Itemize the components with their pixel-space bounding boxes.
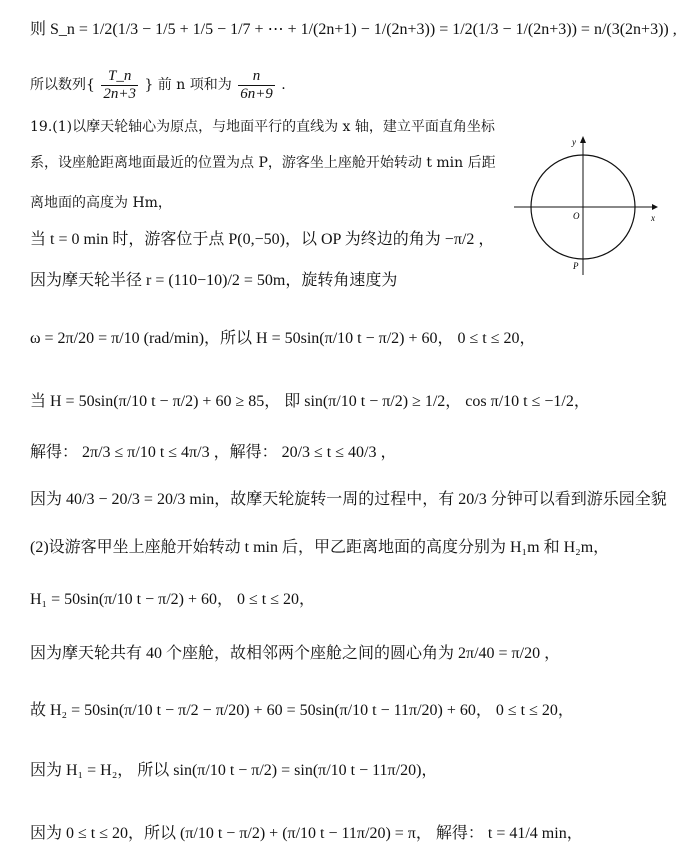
sequence-sum-prefix: 所以数列{ [30,77,95,93]
q19-height-formula-line: ω = 2π/20 = π/10 (rad/min)，所以 H = 50sin(π/10 t − π/2) + 60， 0 ≤ t ≤ 20， [30,330,536,347]
tn-numerator: T_n [108,68,132,84]
sum-result-numerator: n [252,68,261,84]
q19-final-solve-line: 因为 0 ≤ t ≤ 20，所以 (π/10 t − π/2) + (π/10 t − 11π/20) = π， 解得： t = 41/4 min， [30,825,583,842]
y-axis-label: y [572,137,576,147]
sequence-sum-line: 所以数列{ $\frac{T\_n}{2n+3}$ } 前 n 项和为 $\frac{n}{6n+9}$ . [30,68,286,102]
sum-result-fraction [238,68,275,102]
q19-equal-heights-line: 因为 H₁ = H₂， 所以 sin(π/10 t − π/2) = sin(π/10 t − 11π/20)， [30,762,438,779]
q19-height-def-line: 离地面的高度为 Hm， [30,195,172,211]
y-axis-arrow [580,136,586,143]
q19-setup-line: 系，设座舱距离地面最近的位置为点 P，游客坐上座舱开始转动 t min 后距 [30,155,496,171]
x-axis-label: x [651,213,655,223]
q19-solve-line: 解得： 2π/3 ≤ π/10 t ≤ 4π/3 ，解得： 20/3 ≤ t ≤ 40/3 ， [30,444,397,461]
q19-central-angle-line: 因为摩天轮共有 40 个座舱，故相邻两个座舱之间的圆心角为 2π/40 = π/20 ， [30,645,561,662]
q19-start-point-line: 当 t = 0 min 时，游客位于点 P(0,−50)，以 OP 为终边的角为 −π/2 ， [30,231,495,248]
q19-h1-formula-line: H₁ = 50sin(π/10 t − π/2) + 60， 0 ≤ t ≤ 20， [30,591,316,608]
tn-over-2n3-fraction [101,68,138,102]
q19-intro-line: 19.(1)以摩天轮轴心为原点，与地面平行的直线为 x 轴，建立平面直角坐标 [30,119,495,135]
q19-duration-line: 因为 40/3 − 20/3 = 20/3 min，故摩天轮旋转一周的过程中，有 20/3 分钟可以看到游乐园全貌 [30,491,667,508]
tn-denominator: 2n+3 [103,85,136,102]
ferris-wheel-figure [512,135,662,275]
sum-formula-line: 则 S_n = 1/2(1/3 − 1/5 + 1/5 − 1/7 + ⋯ + 1/(2n+1) − 1/(2n+3)) = 1/2(1/3 − 1/(2n+3)) = n/(3(2n+3)) , [30,21,677,38]
q19-part2-intro-line: (2)设游客甲坐上座舱开始转动 t min 后，甲乙距离地面的高度分别为 H₁m 和 H₂m， [30,539,610,556]
sum-result-denominator: 6n+9 [240,85,273,102]
q19-condition-line: 当 H = 50sin(π/10 t − π/2) + 60 ≥ 85， 即 sin(π/10 t − π/2) ≥ 1/2， cos π/10 t ≤ −1/2， [30,393,590,410]
sequence-sum-middle: } 前 n 项和为 [144,77,232,93]
point-p-label: P [573,261,579,271]
q19-h2-formula-line: 故 H₂ = 50sin(π/10 t − π/2 − π/20) + 60 = 50sin(π/10 t − 11π/20) + 60， 0 ≤ t ≤ 20， [30,702,574,719]
x-axis-arrow [652,204,658,210]
q19-radius-line: 因为摩天轮半径 r = (110−10)/2 = 50m，旋转角速度为 [30,272,398,289]
origin-label: O [573,211,580,221]
